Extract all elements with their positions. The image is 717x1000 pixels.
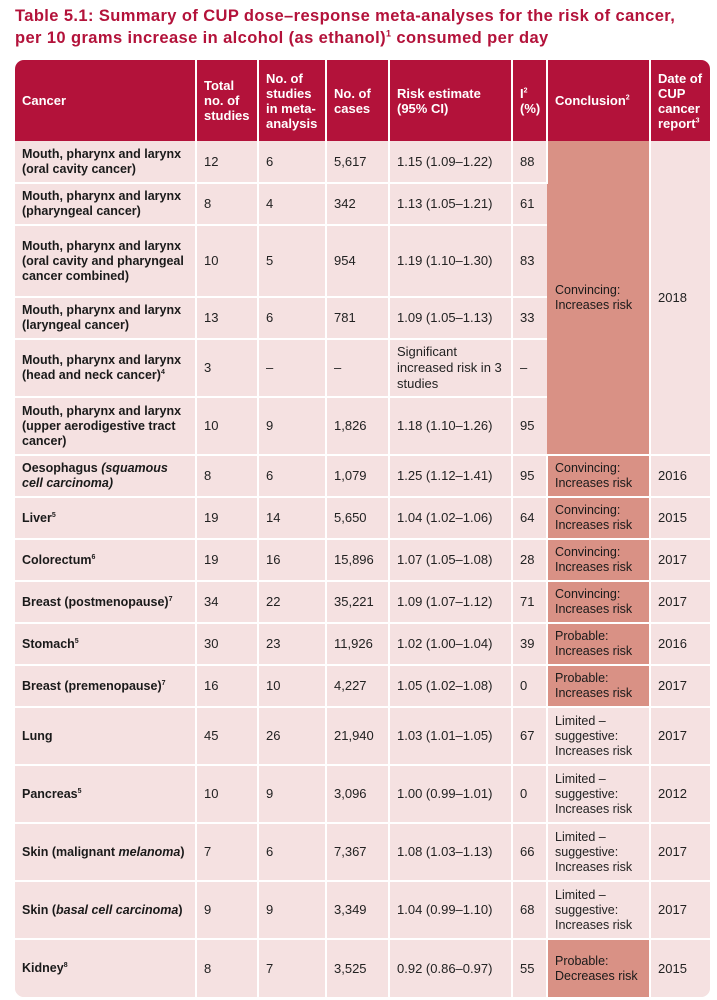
total-studies: 10 bbox=[196, 397, 258, 455]
risk-estimate: 0.92 (0.86–0.97) bbox=[389, 939, 512, 997]
cancer-name: Mouth, pharynx and larynx (head and neck cancer)$^4$ bbox=[15, 339, 196, 397]
table-row bbox=[15, 455, 710, 497]
i2-value: 39 bbox=[512, 623, 547, 665]
total-studies: 10 bbox=[196, 225, 258, 297]
meta-studies: 6 bbox=[258, 141, 326, 183]
i2-value: 61 bbox=[512, 183, 547, 225]
table-title: Table 5.1: Summary of CUP dose–response meta-analyses for the risk of cancer, per 10 grams increase in alcohol (as ethanol)$^1$ consumed per day bbox=[15, 7, 676, 47]
conclusion: Convincing: Increases risk bbox=[547, 455, 650, 497]
total-studies: 8 bbox=[196, 183, 258, 225]
cases: 342 bbox=[326, 183, 389, 225]
summary-table bbox=[15, 60, 710, 997]
table-row bbox=[15, 707, 710, 765]
i2-value: 71 bbox=[512, 581, 547, 623]
meta-studies: – bbox=[258, 339, 326, 397]
cases: – bbox=[326, 339, 389, 397]
cases: 781 bbox=[326, 297, 389, 339]
risk-estimate: 1.15 (1.09–1.22) bbox=[389, 141, 512, 183]
risk-estimate: 1.09 (1.07–1.12) bbox=[389, 581, 512, 623]
conclusion: Convincing: Increases risk bbox=[547, 581, 650, 623]
total-studies: 10 bbox=[196, 765, 258, 823]
cancer-name: Kidney$^8$ bbox=[15, 939, 196, 997]
conclusion: Limited – suggestive: Increases risk bbox=[547, 765, 650, 823]
conclusion: Limited – suggestive: Increases risk bbox=[547, 823, 650, 881]
i2-value: 68 bbox=[512, 881, 547, 939]
meta-studies: 6 bbox=[258, 823, 326, 881]
header-i2: $I^2$ (%) bbox=[512, 60, 547, 141]
total-studies: 7 bbox=[196, 823, 258, 881]
total-studies: 19 bbox=[196, 497, 258, 539]
meta-studies: 16 bbox=[258, 539, 326, 581]
risk-estimate: 1.07 (1.05–1.08) bbox=[389, 539, 512, 581]
cancer-name: Mouth, pharynx and larynx (laryngeal cancer) bbox=[15, 297, 196, 339]
meta-studies: 5 bbox=[258, 225, 326, 297]
risk-estimate: 1.04 (0.99–1.10) bbox=[389, 881, 512, 939]
report-date: 2017 bbox=[650, 707, 710, 765]
cancer-name: Mouth, pharynx and larynx (upper aerodigestive tract cancer) bbox=[15, 397, 196, 455]
cancer-name: Mouth, pharynx and larynx (oral cavity cancer) bbox=[15, 141, 196, 183]
total-studies: 3 bbox=[196, 339, 258, 397]
report-date: 2017 bbox=[650, 823, 710, 881]
table-header-row bbox=[15, 60, 710, 141]
total-studies: 19 bbox=[196, 539, 258, 581]
cases: 35,221 bbox=[326, 581, 389, 623]
total-studies: 8 bbox=[196, 455, 258, 497]
cancer-name: Breast (postmenopause)$^7$ bbox=[15, 581, 196, 623]
meta-studies: 7 bbox=[258, 939, 326, 997]
report-date: 2017 bbox=[650, 665, 710, 707]
report-date: 2017 bbox=[650, 581, 710, 623]
header-meta-studies: No. of studies in meta-analysis bbox=[258, 60, 326, 141]
i2-value: 0 bbox=[512, 665, 547, 707]
report-date: 2016 bbox=[650, 623, 710, 665]
risk-estimate: Significant increased risk in 3 studies bbox=[389, 339, 512, 397]
header-conclusion: Conclusion$^2$ bbox=[547, 60, 650, 141]
header-cases: No. of cases bbox=[326, 60, 389, 141]
table-row bbox=[15, 497, 710, 539]
risk-estimate: 1.25 (1.12–1.41) bbox=[389, 455, 512, 497]
report-date: 2017 bbox=[650, 881, 710, 939]
total-studies: 16 bbox=[196, 665, 258, 707]
meta-studies: 9 bbox=[258, 881, 326, 939]
table-row bbox=[15, 581, 710, 623]
conclusion: Probable: Increases risk bbox=[547, 623, 650, 665]
risk-estimate: 1.03 (1.01–1.05) bbox=[389, 707, 512, 765]
total-studies: 34 bbox=[196, 581, 258, 623]
cases: 15,896 bbox=[326, 539, 389, 581]
report-date: 2017 bbox=[650, 539, 710, 581]
cases: 11,926 bbox=[326, 623, 389, 665]
meta-studies: 4 bbox=[258, 183, 326, 225]
conclusion: Limited – suggestive: Increases risk bbox=[547, 707, 650, 765]
risk-estimate: 1.04 (1.02–1.06) bbox=[389, 497, 512, 539]
header-cancer: Cancer bbox=[15, 60, 196, 141]
total-studies: 13 bbox=[196, 297, 258, 339]
conclusion-grouped: Convincing: Increases risk bbox=[547, 141, 650, 455]
header-total-studies: Total no. of studies bbox=[196, 60, 258, 141]
conclusion: Convincing: Increases risk bbox=[547, 539, 650, 581]
cases: 3,349 bbox=[326, 881, 389, 939]
risk-estimate: 1.13 (1.05–1.21) bbox=[389, 183, 512, 225]
total-studies: 8 bbox=[196, 939, 258, 997]
risk-estimate: 1.09 (1.05–1.13) bbox=[389, 297, 512, 339]
meta-studies: 9 bbox=[258, 765, 326, 823]
meta-studies: 14 bbox=[258, 497, 326, 539]
risk-estimate: 1.05 (1.02–1.08) bbox=[389, 665, 512, 707]
risk-estimate: 1.08 (1.03–1.13) bbox=[389, 823, 512, 881]
cancer-name: Stomach$^5$ bbox=[15, 623, 196, 665]
risk-estimate: 1.19 (1.10–1.30) bbox=[389, 225, 512, 297]
table-row bbox=[15, 623, 710, 665]
total-studies: 45 bbox=[196, 707, 258, 765]
cases: 21,940 bbox=[326, 707, 389, 765]
date-grouped: 2018 bbox=[650, 141, 710, 455]
cases: 5,650 bbox=[326, 497, 389, 539]
meta-studies: 6 bbox=[258, 455, 326, 497]
i2-value: 0 bbox=[512, 765, 547, 823]
cancer-name: Lung bbox=[15, 707, 196, 765]
meta-studies: 9 bbox=[258, 397, 326, 455]
meta-studies: 23 bbox=[258, 623, 326, 665]
cancer-name: Skin (malignant melanoma) bbox=[15, 823, 196, 881]
cancer-name: Oesophagus (squamous cell carcinoma) bbox=[15, 455, 196, 497]
cancer-name: Pancreas$^5$ bbox=[15, 765, 196, 823]
cases: 7,367 bbox=[326, 823, 389, 881]
cases: 1,826 bbox=[326, 397, 389, 455]
table-row bbox=[15, 823, 710, 881]
header-risk-estimate: Risk estimate (95% CI) bbox=[389, 60, 512, 141]
risk-estimate: 1.02 (1.00–1.04) bbox=[389, 623, 512, 665]
table-row bbox=[15, 765, 710, 823]
i2-value: 64 bbox=[512, 497, 547, 539]
table-row bbox=[15, 141, 710, 183]
total-studies: 9 bbox=[196, 881, 258, 939]
cases: 5,617 bbox=[326, 141, 389, 183]
meta-studies: 6 bbox=[258, 297, 326, 339]
i2-value: 95 bbox=[512, 397, 547, 455]
i2-value: 67 bbox=[512, 707, 547, 765]
meta-studies: 22 bbox=[258, 581, 326, 623]
conclusion: Probable: Decreases risk bbox=[547, 939, 650, 997]
report-date: 2016 bbox=[650, 455, 710, 497]
i2-value: 33 bbox=[512, 297, 547, 339]
conclusion: Probable: Increases risk bbox=[547, 665, 650, 707]
conclusion: Limited – suggestive: Increases risk bbox=[547, 881, 650, 939]
risk-estimate: 1.18 (1.10–1.26) bbox=[389, 397, 512, 455]
i2-value: – bbox=[512, 339, 547, 397]
i2-value: 83 bbox=[512, 225, 547, 297]
i2-value: 66 bbox=[512, 823, 547, 881]
cases: 3,525 bbox=[326, 939, 389, 997]
total-studies: 30 bbox=[196, 623, 258, 665]
meta-studies: 26 bbox=[258, 707, 326, 765]
cases: 1,079 bbox=[326, 455, 389, 497]
risk-estimate: 1.00 (0.99–1.01) bbox=[389, 765, 512, 823]
cases: 3,096 bbox=[326, 765, 389, 823]
cancer-name: Mouth, pharynx and larynx (pharyngeal cancer) bbox=[15, 183, 196, 225]
meta-studies: 10 bbox=[258, 665, 326, 707]
table-row bbox=[15, 939, 710, 997]
report-date: 2015 bbox=[650, 939, 710, 997]
cancer-name: Colorectum$^6$ bbox=[15, 539, 196, 581]
header-date: Date of CUP cancer report$^3$ bbox=[650, 60, 710, 141]
cases: 4,227 bbox=[326, 665, 389, 707]
cancer-name: Skin (basal cell carcinoma) bbox=[15, 881, 196, 939]
conclusion: Convincing: Increases risk bbox=[547, 497, 650, 539]
table-row bbox=[15, 665, 710, 707]
cancer-name: Mouth, pharynx and larynx (oral cavity and pharyngeal cancer combined) bbox=[15, 225, 196, 297]
table-row bbox=[15, 539, 710, 581]
report-date: 2012 bbox=[650, 765, 710, 823]
report-date: 2015 bbox=[650, 497, 710, 539]
i2-value: 95 bbox=[512, 455, 547, 497]
i2-value: 55 bbox=[512, 939, 547, 997]
cancer-name: Liver$^5$ bbox=[15, 497, 196, 539]
cancer-name: Breast (premenopause)$^7$ bbox=[15, 665, 196, 707]
i2-value: 28 bbox=[512, 539, 547, 581]
cases: 954 bbox=[326, 225, 389, 297]
table-row bbox=[15, 881, 710, 939]
i2-value: 88 bbox=[512, 141, 547, 183]
total-studies: 12 bbox=[196, 141, 258, 183]
